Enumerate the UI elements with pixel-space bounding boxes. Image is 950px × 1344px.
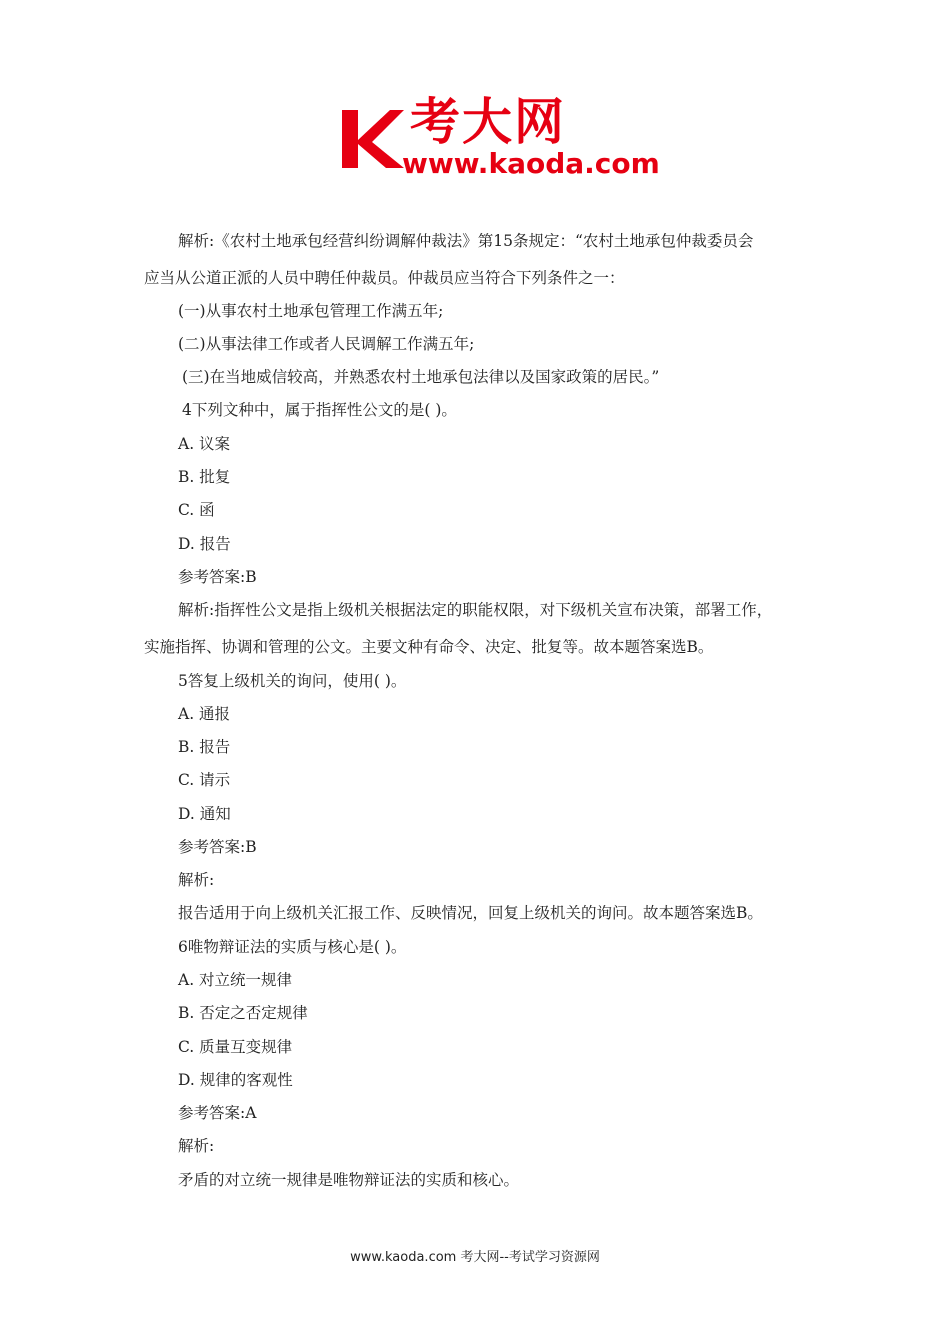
answer: 参考答案:A — [178, 1104, 257, 1122]
text-line: (二)从事法律工作或者人民调解工作满五年; — [178, 335, 475, 353]
option-b: B. 否定之否定规律 — [178, 1004, 308, 1022]
text-line: (一)从事农村土地承包管理工作满五年; — [178, 302, 444, 320]
option-a: A. 对立统一规律 — [178, 971, 293, 989]
question-4: 4下列文种中，属于指挥性公文的是( )。 — [182, 401, 457, 419]
explanation: 矛盾的对立统一规律是唯物辩证法的实质和核心。 — [178, 1171, 520, 1189]
page-footer: www.kaoda.com 考大网--考试学习资源网 — [350, 1250, 600, 1265]
option-a: A. 通报 — [178, 705, 231, 723]
explanation-label: 解析: — [178, 871, 215, 889]
explanation: 实施指挥、协调和管理的公文。主要文种有命令、决定、批复等。故本题答案选B。 — [144, 638, 714, 656]
option-c: C. 函 — [178, 501, 215, 519]
question-5: 5答复上级机关的询问，使用( )。 — [178, 672, 407, 690]
answer: 参考答案:B — [178, 568, 257, 586]
logo-brand-name: 考大网 — [410, 93, 566, 151]
option-b: B. 批复 — [178, 468, 231, 486]
text-line: 应当从公道正派的人员中聘任仲裁员。仲裁员应当符合下列条件之一： — [144, 269, 625, 287]
question-6: 6唯物辩证法的实质与核心是( )。 — [178, 938, 407, 956]
explanation: 解析:指挥性公文是指上级机关根据法定的职能权限，对下级机关宣布决策，部署工作， — [178, 601, 773, 619]
option-a: A. 议案 — [178, 435, 231, 453]
explanation-label: 解析: — [178, 1137, 215, 1155]
text-line: 解析:《农村土地承包经营纠纷调解仲裁法》第15条规定：“农村土地承包仲裁委员会 — [178, 232, 754, 250]
text-line: (三)在当地威信较高，并熟悉农村土地承包法律以及国家政策的居民。” — [182, 368, 660, 386]
logo-brand-url: www.kaoda.com — [402, 147, 660, 180]
option-d: D. 报告 — [178, 535, 231, 553]
answer: 参考答案:B — [178, 838, 257, 856]
explanation: 报告适用于向上级机关汇报工作、反映情况，回复上级机关的询问。故本题答案选B。 — [178, 904, 763, 922]
option-d: D. 通知 — [178, 805, 231, 823]
option-d: D. 规律的客观性 — [178, 1071, 293, 1089]
option-c: C. 质量互变规律 — [178, 1038, 293, 1056]
option-b: B. 报告 — [178, 738, 231, 756]
option-c: C. 请示 — [178, 771, 231, 789]
